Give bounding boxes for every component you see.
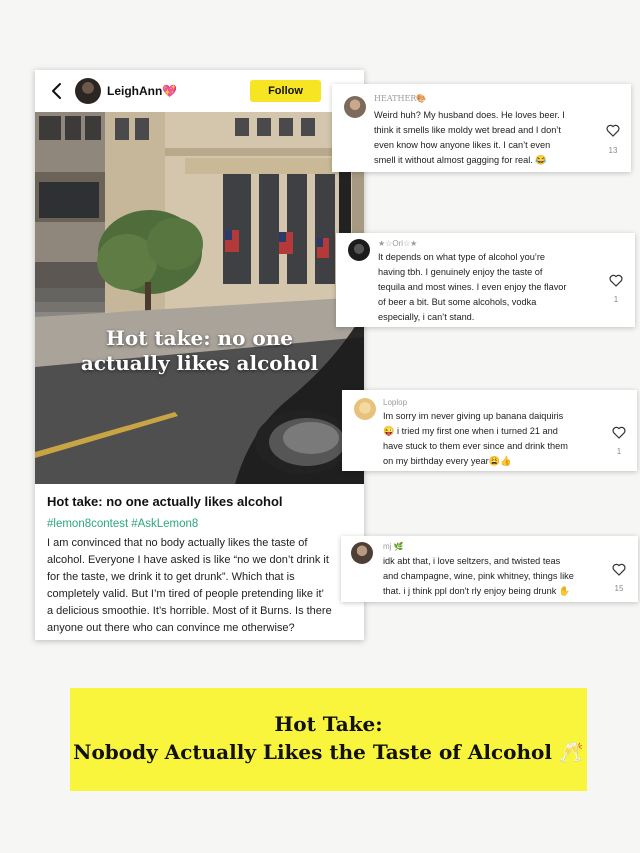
- banner-title-line-1: Hot Take:: [274, 712, 383, 736]
- post-photo[interactable]: [35, 112, 364, 484]
- heart-outline-icon[interactable]: [612, 426, 626, 439]
- comment-text: [378, 250, 566, 325]
- street-building-photo: [35, 112, 364, 484]
- comment-text: [383, 409, 568, 469]
- comment-line: even know how anyone likes it. I can’t even: [374, 140, 551, 150]
- comment-line: 😜 i tried my first one when i turned 21 and: [383, 426, 558, 436]
- comment-line: having tbh. I genuinely enjoy the taste of: [378, 267, 543, 277]
- author-avatar[interactable]: [75, 78, 101, 104]
- follow-button[interactable]: Follow: [250, 80, 321, 102]
- comment-line: on my birthday every year😩👍: [383, 456, 512, 466]
- comment-line: Im sorry im never giving up banana daiquiris: [383, 411, 564, 421]
- comment-card: [342, 390, 637, 471]
- banner-title-line-2: Nobody Actually Likes the Taste of Alcohol 🥂: [73, 740, 584, 764]
- post-card: [35, 70, 364, 640]
- hashtag-link[interactable]: #AskLemon8: [131, 518, 199, 530]
- commenter-avatar[interactable]: [354, 398, 376, 420]
- comment-card: [341, 536, 638, 602]
- like-count: 1: [616, 447, 622, 456]
- post-body: [47, 535, 352, 637]
- post-body-line: completely valid. But I’m tired of people pretending like it’: [47, 588, 324, 600]
- post-body-line: anyone out there who can convince me otherwise?: [47, 622, 295, 634]
- commenter-avatar[interactable]: [344, 96, 366, 118]
- comment-line: think it smells like moldy wet bread and I don’t: [374, 125, 561, 135]
- comment-card: [336, 233, 635, 327]
- post-body-line: I am convinced that no body actually likes the taste of: [47, 537, 308, 549]
- post-title: Hot take: no one actually likes alcohol: [47, 494, 283, 509]
- heart-outline-icon[interactable]: [612, 563, 626, 576]
- commenter-name[interactable]: Loplop: [383, 398, 408, 407]
- comment-line: idk abt that, i love seltzers, and twisted teas: [383, 556, 561, 566]
- comment-line: and champagne, wine, pink whitney, things like: [383, 571, 574, 581]
- comment-line: of beer a bit. But some alcohols, vodka: [378, 297, 537, 307]
- heart-outline-icon[interactable]: [606, 124, 620, 137]
- like-count: 13: [608, 146, 618, 155]
- heart-outline-icon[interactable]: [609, 274, 623, 287]
- like-count: 15: [614, 584, 624, 593]
- comment-text: [374, 108, 565, 168]
- commenter-avatar[interactable]: [348, 239, 370, 261]
- commenter-name[interactable]: HEATHER🎨: [374, 94, 427, 103]
- commenter-name[interactable]: mj 🌿: [383, 542, 404, 551]
- chevron-left-icon[interactable]: [47, 80, 67, 102]
- comment-line: It depends on what type of alcohol you’re: [378, 252, 546, 262]
- overlay-line-1: Hot take: no one: [105, 326, 293, 350]
- post-body-line: a delicious smoothie. It’s horrible. Most of it Burns. Is there: [47, 605, 332, 617]
- comment-line: tequila and most wines. I even enjoy the flavor: [378, 282, 567, 292]
- commenter-avatar[interactable]: [351, 542, 373, 564]
- post-body-line: for the taste, we drink it to get drunk”. Which that is: [47, 571, 295, 583]
- author-username[interactable]: LeighAnn💖: [107, 84, 178, 98]
- commenter-name[interactable]: ★☆Ori☆★: [378, 239, 418, 248]
- title-banner: [70, 688, 587, 791]
- comment-text: [383, 554, 574, 599]
- comment-line: especially, i can’t stand.: [378, 312, 475, 322]
- comment-card: [332, 84, 631, 172]
- overlay-line-2: actually likes alcohol: [80, 351, 319, 375]
- comment-line: that. i j think ppl don't rly enjoy being drunk ✋: [383, 586, 571, 596]
- hashtags: [47, 518, 201, 530]
- post-header: [35, 70, 364, 112]
- photo-overlay-caption: [35, 326, 364, 376]
- comment-line: Weird huh? My husband does. He loves beer. I: [374, 110, 565, 120]
- comment-line: smell it without almost gagging for real. 😂: [374, 155, 547, 165]
- comment-line: have stuck to them ever since and drink them: [383, 441, 568, 451]
- post-body-line: alcohol. Everyone I have asked is like “no we don’t drink it: [47, 554, 329, 566]
- like-count: 1: [613, 295, 619, 304]
- hashtag-link[interactable]: #lemon8contest: [47, 518, 129, 530]
